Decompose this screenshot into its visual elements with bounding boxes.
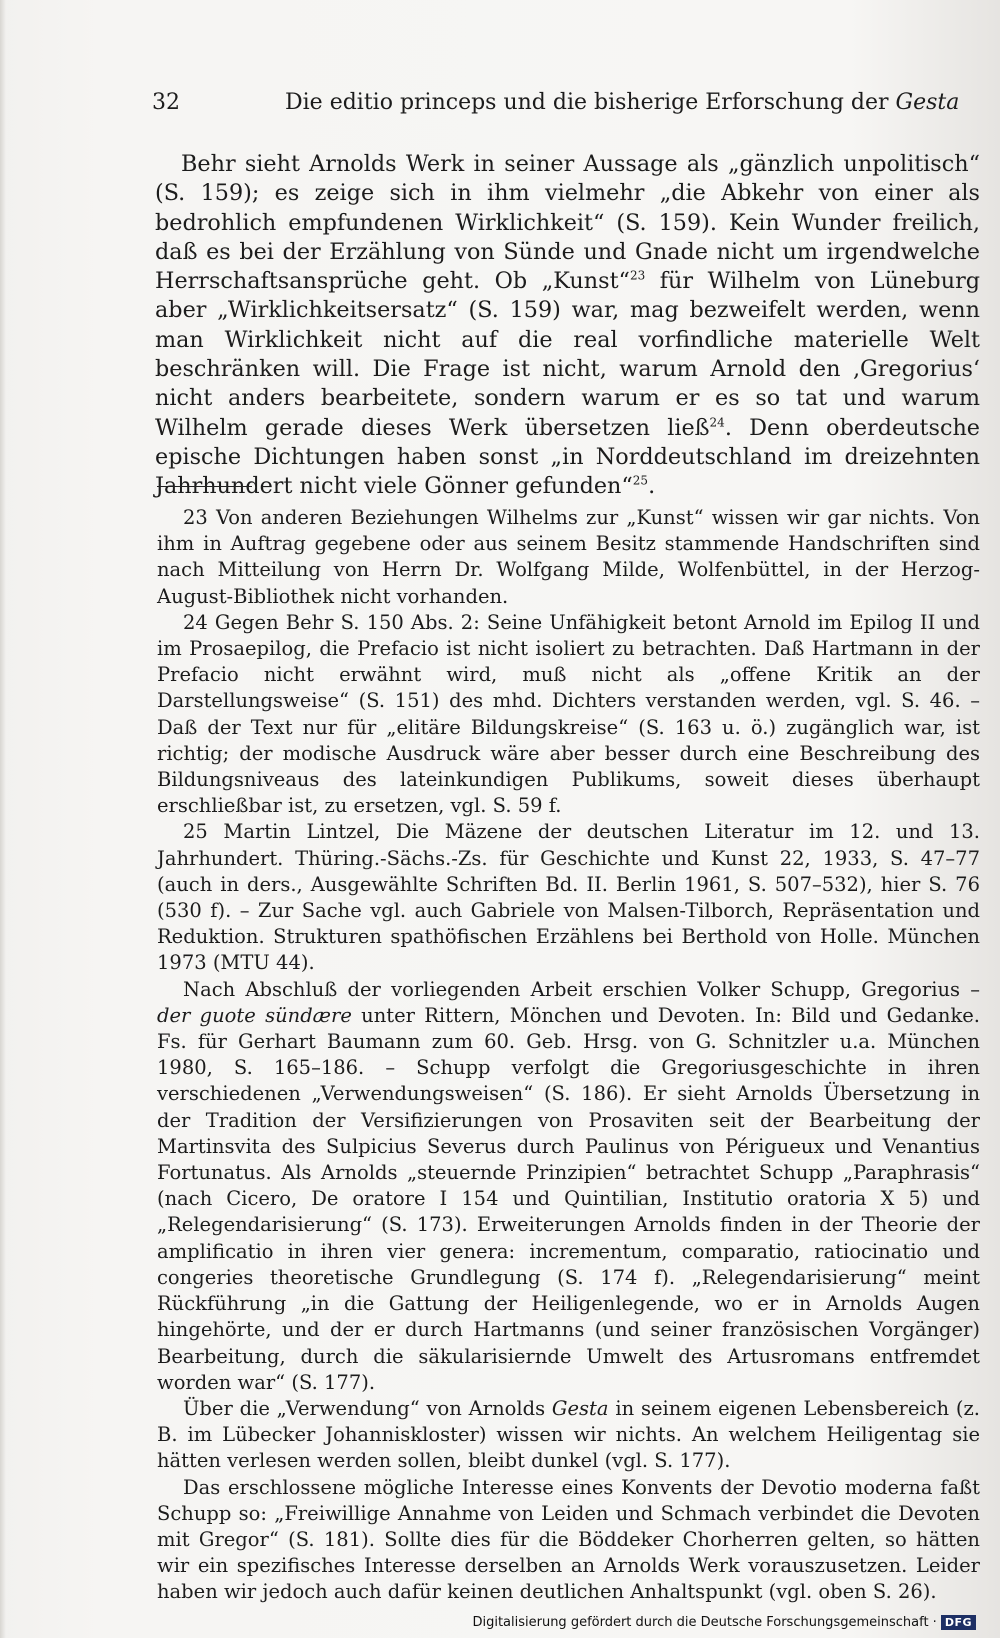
- footnote-ref-25: 25: [632, 473, 649, 488]
- footnote-divider: [157, 486, 252, 487]
- footnote-25: 25 Martin Lintzel, Die Mäzene der deutschen Literatur im 12. und 13. Jahrhundert. Thüring.-Sächs.-Zs. für Geschichte und Kunst 22, 1933, S. 47–77 (auch in ders., Ausgewählte Schriften Bd. II. Berlin 1961, S. 507–532), hier S. 76 (530 f). – Zur Sache vgl. auch Gabriele von Malsen-Tilborch, Repräsentation und Reduktion. Strukturen spathöfischen Erzählens bei Berthold von Holle. München 1973 (MTU 44).: [157, 820, 980, 975]
- note-text: Nach Abschluß der vorliegenden Arbeit erschien Volker Schupp, Gregorius –: [183, 977, 980, 1001]
- note-text: Über die „Verwendung“ von Arnolds: [183, 1396, 552, 1420]
- running-title-text: Die editio princeps und die bisherige Erforschung der: [285, 90, 896, 115]
- footnotes: [157, 505, 980, 1606]
- credit-text: Digitalisierung gefördert durch die Deutsche Forschungsgemeinschaft ·: [472, 1615, 937, 1630]
- footnote-24: 24 Gegen Behr S. 150 Abs. 2: Seine Unfähigkeit betont Arnold im Epilog II und im Prosaepilog, die Prefacio ist nicht isoliert zu betrachten. Daß Hartmann in der Prefacio nicht erwähnt wird, muß nicht als „offene Kritik an der Darstellungsweise“ (S. 151) des mhd. Dichters verstanden werden, vgl. S. 46. – Daß der Text nur für „elitäre Bildungskreise“ (S. 163 u. ö.) zugänglich war, ist richtig; der modische Ausdruck wäre aber besser durch eine Beschreibung des Bildungsniveaus des lateinkundigen Publikums, soweit dieses überhaupt erschließbar ist, zu ersetzen, vgl. S. 59 f.: [157, 610, 980, 818]
- note-text: unter Rittern, Mönchen und Devoten. In: Bild und Gedanke. Fs. für Gerhart Baumann zum 60. Geb. Hrsg. von G. Schnitzler u.a. München 1980, S. 165–186. – Schupp verfolgt die Gregoriusgeschichte in ihren verschiedenen „Verwendungsweisen“ (S. 186). Er sieht Arnolds Übersetzung in der Tradition der Versifizierungen von Prosaviten seit der Bearbeitung der Martinsvita des Sulpicius Severus durch Paulinus von Périgueux und Venantius Fortunatus. Als Arnolds „steuernde Prinzipien“ betrachtet Schupp „Paraphrasis“ (nach Cicero, De oratore I 154 und Quintilian, Institutio oratoria X 5) und „Relegendarisierung“ (S. 173). Erweiterungen Arnolds finden in der Theorie der amplificatio in ihren vier genera: incrementum, comparatio, ratiocinatio und congeries theoretische Grundlegung (S. 174 f). „Relegendarisierung“ meint Rückführung „in die Gattung der Heiligenlegende, wo er in Arnolds Augen hingehörte, und der er durch Hartmanns (und seiner französischen Vorgänger) Bearbeitung, durch die säkularisiernde Umwelt des Artusromans entfremdet worden war“ (S. 177).: [157, 1003, 980, 1394]
- body-text: . Denn oberdeutsche epische Dichtungen haben sonst „in Norddeutschland im dreizehnten Jahrhundert nicht viele Gönner gefunden“: [155, 414, 980, 500]
- digitization-credit: [472, 1615, 976, 1630]
- body-text: .: [648, 473, 656, 500]
- footnote-ref-23: 23: [629, 268, 646, 283]
- note-paragraph-verwendung: [157, 1396, 980, 1475]
- footnote-23: 23 Von anderen Beziehungen Wilhelms zur „Kunst“ wissen wir gar nichts. Von ihm in Auftrag gegebene oder aus seinem Besitz stammende Handschriften sind nach Mitteilung von Herrn Dr. Wolfgang Milde, Wolfenbüttel, in der Herzog-August-Bibliothek nicht vorhanden.: [157, 506, 980, 608]
- body-paragraph: [155, 150, 980, 502]
- footnote-ref-24: 24: [709, 415, 725, 430]
- running-title-italic: Gesta: [895, 90, 960, 115]
- note-paragraph-interesse: Das erschlossene mögliche Interesse eines Konvents der Devotio moderna faßt Schupp so: „Freiwillige Annahme von Leiden und Schmach verbindet die Devoten mit Gregor“ (S. 181). Sollte dies für die Böddeker Chorherren gelten, so hätten wir ein spezifisches Interesse derselben an Arnolds Werk vorauszusetzen. Leider haben wir jedoch auch dafür keinen deutlichen Anhaltspunkt (vgl. oben S. 26).: [157, 1475, 980, 1604]
- page-number: 32: [152, 90, 180, 115]
- note-text-italic: der guote sündære: [157, 1003, 352, 1027]
- note-text-italic: Gesta: [551, 1396, 609, 1420]
- dfg-logo: DFG: [941, 1615, 976, 1630]
- page-edge-shadow: [0, 0, 6, 1638]
- body-text: für Wilhelm von Lüneburg aber „Wirklichkeitsersatz“ (S. 159) war, mag bezweifelt werden, wenn man Wirklichkeit nicht auf die real vorfindliche materielle Welt beschränken will. Die Frage ist nicht, warum Arnold den ‚Gregorius‘ nicht anders bearbeitete, sondern warum er es so tat und warum Wilhelm gerade dieses Werk übersetzen ließ: [155, 268, 980, 441]
- note-paragraph-schupp: [157, 977, 980, 1396]
- main-text: [155, 150, 980, 502]
- running-title: [285, 88, 959, 118]
- body-text: Behr sieht Arnolds Werk in seiner Aussage als „gänzlich unpolitisch“ (S. 159); es zeige sich in ihm vielmehr „die Abkehr von einer als bedrohlich empfundenen Wirklichkeit“ (S. 159). Kein Wunder freilich, daß es bei der Erzählung von Sünde und Gnade nicht um irgendwelche Herrschaftsansprüche geht. Ob „Kunst“: [155, 151, 980, 295]
- note-text: in seinem eigenen Lebensbereich (z. B. im Lübecker Johanniskloster) wissen wir nichts. An welchem Heiligentag sie hätten verlesen werden sollen, bleibt dunkel (vgl. S. 177).: [157, 1396, 980, 1473]
